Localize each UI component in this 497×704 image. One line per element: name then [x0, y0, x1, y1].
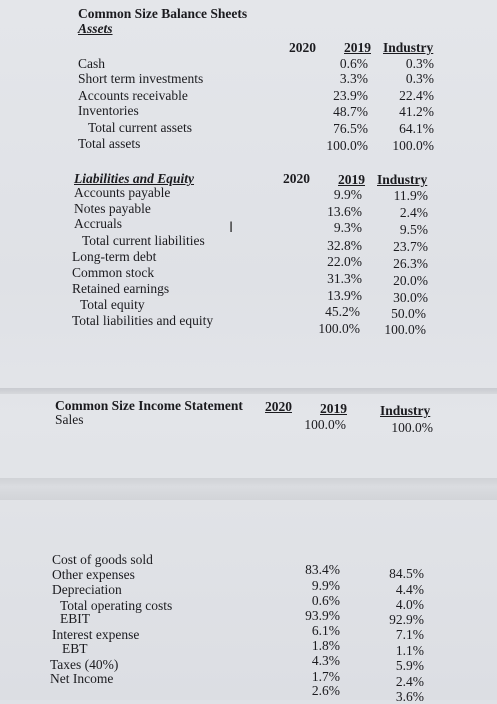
row-label: Common stock	[72, 265, 155, 280]
value-industry: 3.6%	[395, 689, 424, 704]
row-label: Accounts receivable	[78, 88, 188, 103]
value-2019: 76.5%	[333, 121, 368, 136]
value-industry: 92.9%	[389, 612, 424, 627]
value-industry: 100.0%	[384, 322, 426, 337]
value-2019: 6.1%	[311, 623, 340, 638]
text-cursor-icon: I	[229, 220, 234, 236]
row-label: Cost of goods sold	[52, 552, 153, 567]
row-label: Retained earnings	[72, 281, 170, 296]
row-label: Depreciation	[52, 582, 122, 597]
value-2019: 4.3%	[311, 653, 340, 668]
value-2019: 22.0%	[327, 254, 362, 269]
value-2019: 32.8%	[327, 238, 362, 253]
value-2019: 3.3%	[339, 71, 368, 86]
value-industry: 50.0%	[391, 306, 426, 321]
row-label: Accruals	[74, 216, 122, 231]
liabilities-heading: Liabilities and Equity	[74, 171, 195, 186]
value-industry: 64.1%	[399, 121, 434, 136]
col-2020: 2020	[265, 399, 292, 414]
value-industry: 0.3%	[405, 71, 434, 86]
row-label: Total current assets	[88, 120, 193, 135]
value-industry: 100.0%	[392, 138, 434, 153]
col-industry: Industry	[380, 403, 431, 418]
col-2020: 2020	[289, 40, 316, 55]
income-title: Common Size Income Statement	[55, 398, 243, 413]
col-2019: 2019	[344, 40, 371, 55]
value-industry: 41.2%	[399, 104, 434, 119]
value-industry: 4.4%	[395, 582, 424, 597]
row-label: Cash	[78, 56, 105, 71]
value-industry: 20.0%	[393, 273, 428, 288]
col-industry: Industry	[383, 40, 434, 55]
value-industry: 11.9%	[393, 188, 428, 203]
value-industry: 0.3%	[405, 56, 434, 71]
value-industry: 84.5%	[389, 566, 424, 581]
row-label: Total assets	[78, 136, 141, 151]
value-2019: 48.7%	[333, 104, 368, 119]
row-label: Inventories	[78, 103, 139, 118]
col-industry: Industry	[377, 172, 428, 187]
value-2019: 31.3%	[327, 271, 362, 286]
balance-title: Common Size Balance Sheets	[78, 6, 248, 21]
value-2019: 83.4%	[305, 562, 340, 577]
section-divider	[0, 478, 497, 500]
value-2019: 13.6%	[327, 204, 362, 219]
value-2019: 0.6%	[311, 593, 340, 608]
row-label: EBIT	[60, 611, 90, 626]
value-2019: 9.9%	[333, 187, 362, 202]
row-label: Other expenses	[52, 567, 135, 582]
value-industry: 9.5%	[399, 222, 428, 237]
row-label: Total operating costs	[60, 598, 173, 613]
value-industry: 2.4%	[395, 674, 424, 689]
value-2019: 100.0%	[304, 417, 346, 432]
row-label: Taxes (40%)	[50, 657, 119, 672]
value-2019: 0.6%	[339, 56, 368, 71]
value-industry: 26.3%	[393, 256, 428, 271]
row-label: Short term investments	[78, 71, 204, 86]
section-divider	[0, 388, 497, 394]
value-industry: 7.1%	[395, 627, 424, 642]
value-2019: 100.0%	[326, 138, 368, 153]
row-label: EBT	[62, 641, 88, 656]
value-2019: 23.9%	[333, 88, 368, 103]
value-industry: 23.7%	[393, 239, 428, 254]
value-2019: 9.9%	[311, 578, 340, 593]
row-label: Long-term debt	[72, 249, 157, 264]
row-label: Notes payable	[74, 201, 151, 216]
value-industry: 4.0%	[395, 597, 424, 612]
value-2019: 93.9%	[305, 608, 340, 623]
value-2019: 100.0%	[318, 321, 360, 336]
row-label: Total liabilities and equity	[72, 313, 214, 328]
value-industry: 5.9%	[395, 658, 424, 673]
col-2020: 2020	[283, 171, 310, 186]
value-industry: 100.0%	[391, 420, 433, 435]
value-industry: 30.0%	[393, 290, 428, 305]
row-label: Interest expense	[52, 627, 140, 642]
value-industry: 1.1%	[395, 643, 424, 658]
value-2019: 1.8%	[311, 638, 340, 653]
col-2019: 2019	[320, 401, 347, 416]
value-industry: 2.4%	[399, 205, 428, 220]
value-2019: 13.9%	[327, 288, 362, 303]
row-label: Net Income	[50, 671, 114, 686]
value-2019: 1.7%	[311, 669, 340, 684]
value-2019: 45.2%	[325, 304, 360, 319]
value-2019: 9.3%	[333, 220, 362, 235]
value-2019: 2.6%	[311, 683, 340, 698]
row-label: Sales	[55, 412, 84, 427]
row-label: Total equity	[80, 297, 145, 312]
col-2019: 2019	[338, 172, 365, 187]
row-label: Total current liabilities	[82, 233, 205, 248]
value-industry: 22.4%	[399, 88, 434, 103]
assets-heading: Assets	[78, 21, 113, 36]
row-label: Accounts payable	[74, 185, 171, 200]
